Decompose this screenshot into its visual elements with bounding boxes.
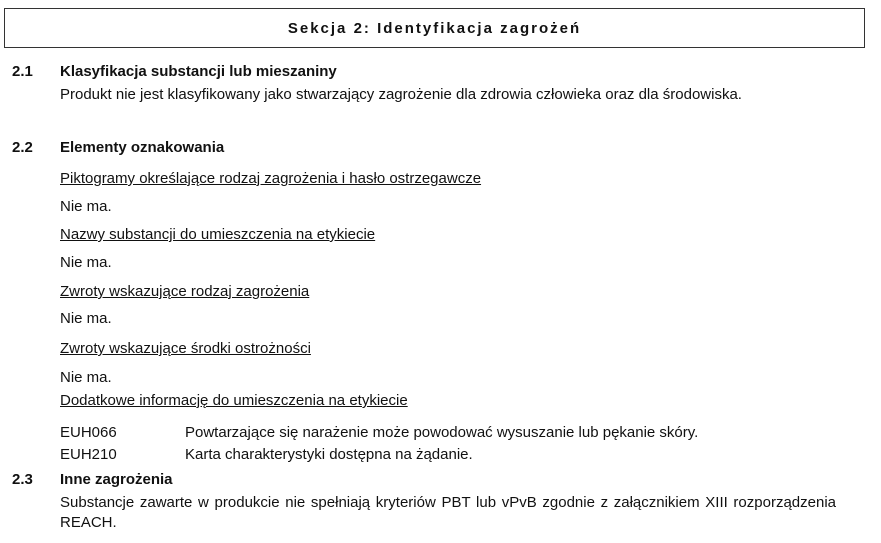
statement-text: Powtarzające się narażenie może powodować wysuszanie lub pękanie skóry. [185,424,699,441]
subsection-heading: Zwroty wskazujące rodzaj zagrożenia [60,283,310,300]
section-text: Substancje zawarte w produkcie nie spełniają kryteriów PBT lub vPvB zgodnie z załącznikiem XIII rozporządzenia REACH. [60,494,836,531]
subsection-heading: Zwroty wskazujące środki ostrożności [60,340,311,357]
subsection-heading: Dodatkowe informację do umieszczenia na etykiecie [60,392,408,409]
subsection-value: Nie ma. [60,198,112,215]
section-text: Produkt nie jest klasyfikowany jako stwarzający zagrożenie dla zdrowia człowieka oraz dla środowiska. [60,86,742,103]
section-heading: Klasyfikacja substancji lub mieszaniny [60,63,337,80]
section-number: 2.1 [12,63,33,80]
section-number: 2.2 [12,139,33,156]
section-heading: Elementy oznakowania [60,139,225,156]
section-heading: Inne zagrożenia [60,471,173,488]
section-title: Sekcja 2: Identyfikacja zagrożeń [287,19,582,37]
statement-text: Karta charakterystyki dostępna na żądanie. [185,446,473,463]
subsection-heading: Piktogramy określające rodzaj zagrożenia i hasło ostrzegawcze [60,170,482,187]
section-header-box [4,8,865,48]
statement-code: EUH210 [60,446,117,463]
statement-code: EUH066 [60,424,117,441]
subsection-value: Nie ma. [60,310,112,327]
subsection-value: Nie ma. [60,369,112,386]
subsection-value: Nie ma. [60,254,112,271]
subsection-heading: Nazwy substancji do umieszczenia na etykiecie [60,226,376,243]
section-number: 2.3 [12,471,33,488]
